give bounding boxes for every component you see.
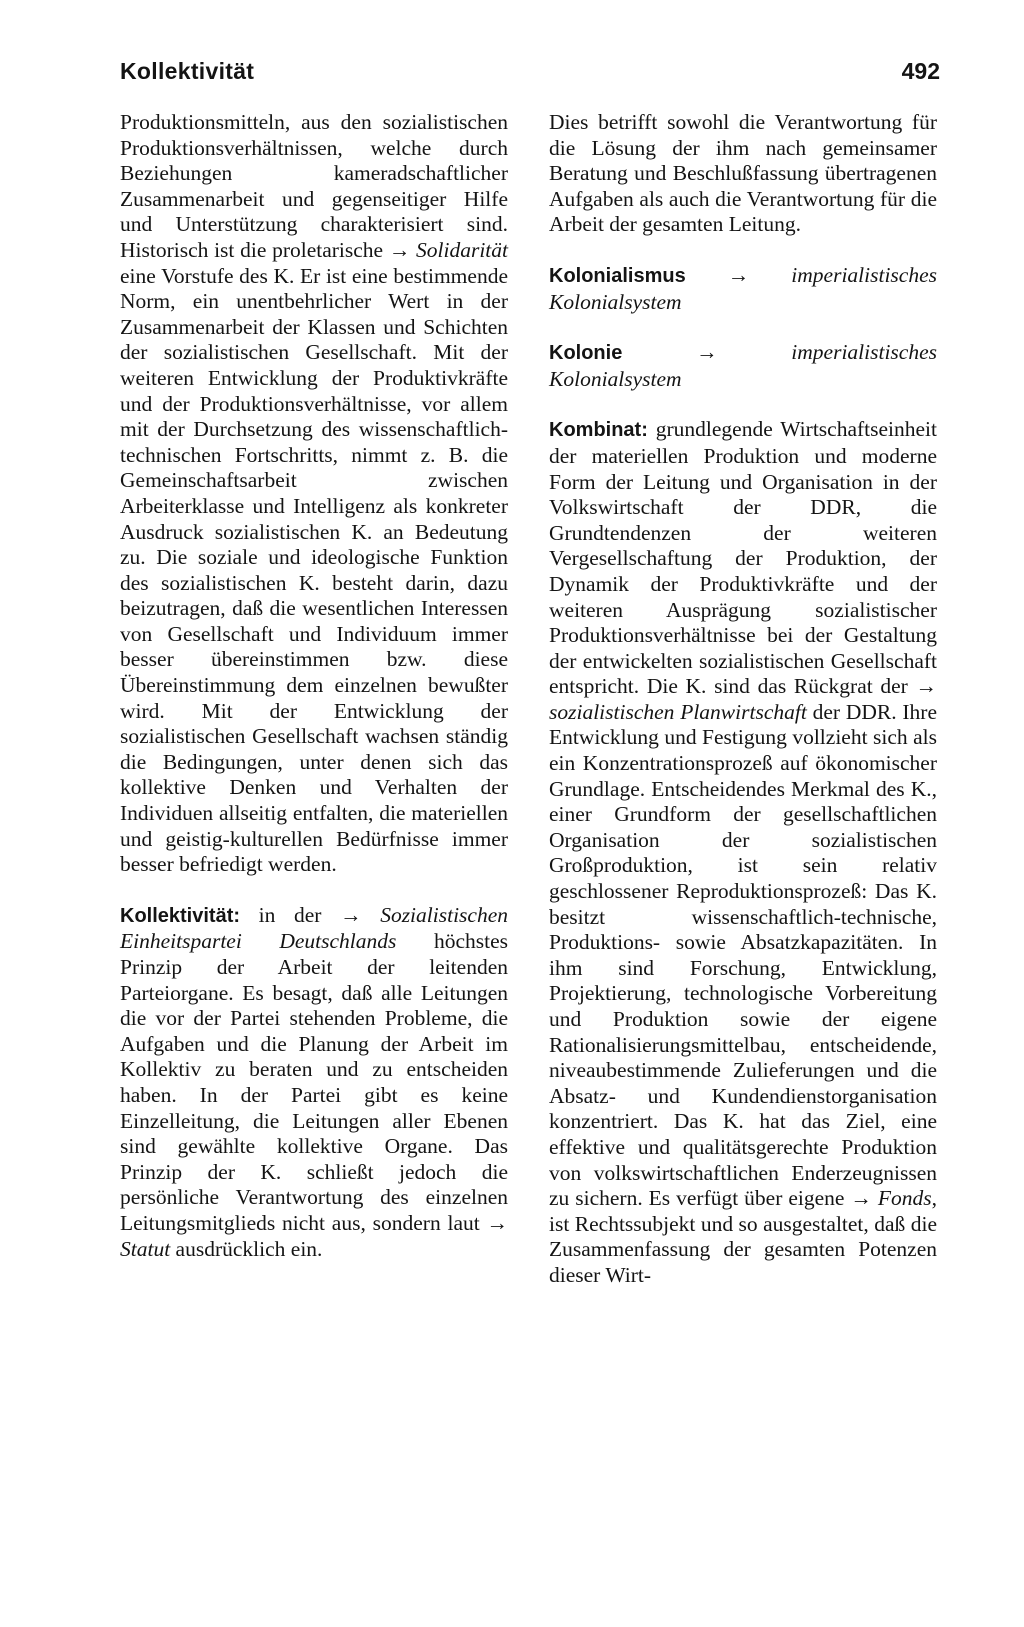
cross-reference-planwirtschaft: sozialistischen Planwirtschaft [549, 699, 807, 724]
entry-kollektivitaet [120, 903, 508, 1262]
entry-text: der DDR. Ihre Entwicklung und Festigung vollzieht sich als ein Konzentrationsprozeß auf ökonomischer Grundlage. Entscheidendes Merkmal des K., einer Grundform der gesellschaftlichen Organisation der sozialistischen Großproduktion, ist sein relativ geschlossener Reproduktionsprozeß: Das K. besitzt wissenschaftlich-technische, Produktions- sowie Absatzkapazitäten. In ihm sind Forschung, Entwicklung, Projektierung, technologische Vorbereitung und Produktion sowie der eigene Rationalisierungsmittelbau, entscheidende, niveaubestimmende Zulieferungen und die Absatz- und Kundendienstorganisation konzentriert. Das K. hat das Ziel, eine effektive und qualitätsgerechte Produktion von volkswirtschaftlichen Enderzeugnissen zu sichern. Es verfügt über eigene [549, 699, 937, 1211]
entry-kolonialismus [549, 263, 937, 315]
entry-text: ausdrücklich ein. [170, 1236, 323, 1261]
lemma-kollektivitaet: Kollektivität: [120, 904, 241, 927]
cross-reference-fonds: Fonds [877, 1186, 932, 1211]
entry-kombinat [549, 417, 937, 1288]
lemma-kolonie: Kolonie [549, 342, 623, 365]
cross-reference-arrow: → [685, 262, 792, 287]
cross-reference-kolonialsystem: imperialistisches Kolonialsystem [549, 340, 937, 391]
continuation-text: Produktionsmitteln, aus den sozialistischen Produktionsverhältnissen, welche durch Beziehungen kameradschaftlicher Zusammenarbeit und gegenseitiger Hilfe und Unterstützung charakterisiert sind. Historisch ist die proletarische [120, 110, 508, 262]
page-number: 492 [901, 58, 940, 84]
entry-continuation: Dies betrifft sowohl die Verantwortung für die Lösung der ihm nach gemeinsamer Beratung und Beschlußfassung übertragenen Aufgaben als auch die Verantwortung für die Arbeit der gesamten Leitung. [549, 110, 937, 237]
lemma-kombinat: Kombinat: [549, 419, 648, 442]
entry-text: grundlegende Wirtschaftseinheit der materiellen Produktion und moderne Form der Leitung und Organisation in der Volkswirtschaft der DDR, die Grundtendenzen der weiteren Vergesellschaftung der Produktion, der Dynamik der Produktivkräfte und der weiteren Ausprägung sozialistischer Produktionsverhältnisse bei der Gestaltung der entwickelten sozialistischen Gesellschaft entspricht. Die K. sind das Rückgrat der [549, 417, 937, 699]
left-column [120, 110, 508, 1262]
cross-reference-statut: Statut [120, 1236, 171, 1261]
cross-reference-arrow: → [907, 674, 937, 699]
lemma-kolonialismus: Kolonialismus [549, 264, 686, 287]
entry-continuation [120, 110, 508, 878]
cross-reference-arrow: → [321, 902, 381, 927]
cross-reference-kolonialsystem: imperialistisches Kolonialsystem [549, 262, 937, 314]
cross-reference-arrow: → [479, 1210, 508, 1235]
running-head: Kollektivität [120, 58, 255, 84]
continuation-rest: eine Vorstufe des K. Er ist eine bestimmende Norm, ein unentbehrlicher Wert in der Zusammenarbeit der Klassen und Schichten der sozialistischen Gesellschaft. Mit der weiteren Entwicklung der Produktivkräfte und der Produktionsverhältnisse, vor allem mit der Durchsetzung des wissenschaftlich-technischen Fortschritts, nimmt z. B. die Gemeinschaftsarbeit zwischen Arbeiterklasse und Intelligenz als konkreter Ausdruck sozialistischen K. an Bedeutung zu. Die soziale und ideologische Funktion des sozialistischen K. besteht darin, dazu beizutragen, daß die wesentlichen Interessen von Gesellschaft und Individuum immer besser übereinstimmen bzw. diese Übereinstimmung dem einzelnen bewußter wird. Mit der Entwicklung der sozialistischen Gesellschaft wachsen ständig die Bedingungen, unter denen sich das kollektive Denken und Verhalten der Individuen allseitig entfalten, die materiellen und geistig-kulturellen Bedürfnisse immer besser befriedigt werden. [120, 263, 508, 877]
right-column [549, 110, 937, 1289]
cross-reference-arrow: → [622, 340, 792, 365]
page-header [120, 58, 940, 92]
cross-reference-sed: Sozialistischen Einheitspartei Deutschlands [120, 902, 508, 954]
entry-kolonie [549, 340, 937, 392]
cross-reference-arrow: → [844, 1186, 878, 1211]
entry-text: in der [240, 902, 322, 927]
cross-reference-solidaritaet: Solidarität [416, 237, 508, 262]
cross-reference-arrow: → [383, 237, 417, 262]
entry-text: , ist Rechtssubjekt und so ausgestaltet, daß die Zusammenfassung der gesamten Potenzen dieser Wirt- [549, 1186, 937, 1287]
entry-text: höchstes Prinzip der Arbeit der leitenden Parteiorgane. Es besagt, daß alle Leitungen die vor der Partei stehenden Probleme, die Aufgaben und die Planung der Arbeit im Kollektiv zu beraten und zu entscheiden haben. In der Partei gibt es keine Einzelleitung, die Leitungen aller Ebenen sind gewählte kollektive Organe. Das Prinzip der K. schließt jedoch die persönliche Verantwortung des einzelnen Leitungsmitglieds nicht aus, sondern laut [120, 929, 508, 1235]
